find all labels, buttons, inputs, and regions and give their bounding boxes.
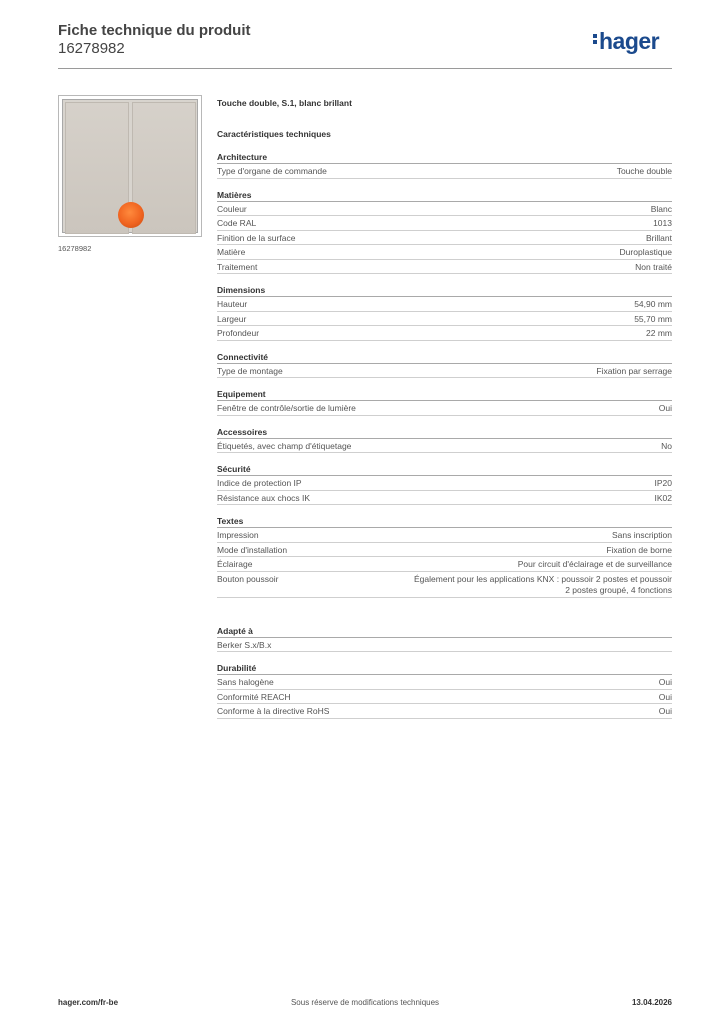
spec-row [217,297,672,312]
spec-section [217,514,672,598]
spec-label: Éclairage [217,559,253,569]
section-title: Dimensions [217,283,672,297]
section-title: Sécurité [217,462,672,476]
spec-label: Conforme à la directive RoHS [217,706,330,716]
section-title: Architecture [217,150,672,164]
header-divider [58,68,672,69]
spec-value: Également pour les applications KNX : poussoir 2 postes et poussoir 2 postes groupé, 4 fonctions [414,573,672,595]
spec-row [217,476,672,491]
section-title: Accessoires [217,425,672,439]
spec-label: Matière [217,247,246,257]
spec-value: No [661,440,672,451]
spec-value: Touche double [616,166,672,176]
image-caption: 16278982 [58,244,92,253]
section-title: Textes [217,514,672,528]
spec-row [217,638,672,653]
section-title: Equipement [217,387,672,401]
logo-dots-icon [593,32,598,46]
spec-label: Type de montage [217,365,283,376]
spec-row [217,260,672,275]
spec-row [217,202,672,217]
product-number: 16278982 [58,40,125,57]
footer-date: 13.04.2026 [631,998,672,1007]
spec-row [217,704,672,719]
spec-label: Largeur [217,313,247,324]
spec-row [217,690,672,705]
spec-value: IK02 [654,492,672,503]
spec-label: Impression [217,530,259,540]
section-title: Durabilité [217,661,672,675]
spec-sections [217,150,672,719]
spec-label: Conformité REACH [217,691,291,702]
spec-row [217,312,672,327]
spec-section [217,150,672,179]
spec-value: Oui [658,403,672,413]
spec-value: Pour circuit d'éclairage et de surveillance [517,559,672,569]
spec-row [217,572,672,598]
spec-row [217,216,672,231]
spec-label: Mode d'installation [217,544,288,555]
led-window-icon [118,202,144,228]
spec-section [217,624,672,653]
spec-label: Étiquetés, avec champ d'étiquetage [217,440,352,451]
spec-label: Sans halogène [217,677,274,687]
spec-section [217,283,672,341]
spec-row [217,401,672,416]
spec-row [217,439,672,454]
spec-row [217,364,672,379]
section-title: Connectivité [217,350,672,364]
section-title: Matières [217,188,672,202]
spec-value: Fixation par serrage [596,365,672,376]
spec-value: 54,90 mm [634,299,672,309]
tech-heading: Caractéristiques techniques [217,129,331,139]
product-name: Touche double, S.1, blanc brillant [217,98,352,108]
spec-label: Profondeur [217,328,260,338]
spec-label: Code RAL [217,218,257,228]
spec-label: Résistance aux chocs IK [217,492,311,503]
spec-value: Blanc [650,203,672,214]
spec-row [217,231,672,246]
spec-label: Fenêtre de contrôle/sortie de lumière [217,403,356,413]
spec-value: Fixation de borne [606,544,672,555]
spec-label: Type d'organe de commande [217,166,327,176]
product-image [58,95,202,237]
spec-row [217,245,672,260]
spec-row [217,675,672,690]
spec-row [217,543,672,558]
spec-value: Non traité [635,261,672,272]
footer-website: hager.com/fr-be [58,998,119,1007]
page-title: Fiche technique du produit [58,22,251,39]
spec-value: Sans inscription [611,530,672,540]
spec-value: 22 mm [646,328,672,338]
spec-value: Oui [658,706,672,716]
spec-section [217,661,672,719]
spec-label: Hauteur [217,299,248,309]
spec-row [217,164,672,179]
spec-section [217,350,672,379]
spec-row [217,326,672,341]
spec-row [217,557,672,572]
section-title: Adapté à [217,624,672,638]
product-image-frame [62,99,198,233]
spec-value: Duroplastique [619,247,672,257]
spec-label: Traitement [217,261,258,272]
spec-section [217,425,672,454]
spec-value: 55,70 mm [634,313,672,324]
spec-row [217,528,672,543]
spec-row [217,491,672,506]
spec-value: Brillant [646,232,672,243]
spec-label: Indice de protection IP [217,478,302,488]
hager-logo [593,28,659,55]
spec-label: Bouton poussoir [217,573,279,584]
spec-label: Couleur [217,203,247,214]
spec-value: 1013 [653,218,672,228]
spec-value: Oui [658,691,672,702]
spec-sheet [217,96,672,719]
spec-label: Finition de la surface [217,232,296,243]
spec-value: IP20 [654,478,672,488]
logo-text: hager [599,28,660,54]
spec-section [217,387,672,416]
spec-section [217,188,672,275]
spec-label: Berker S.x/B.x [217,639,272,650]
spec-section [217,462,672,505]
spec-value: Oui [658,677,672,687]
footer-notice: Sous réserve de modifications techniques [290,998,440,1007]
